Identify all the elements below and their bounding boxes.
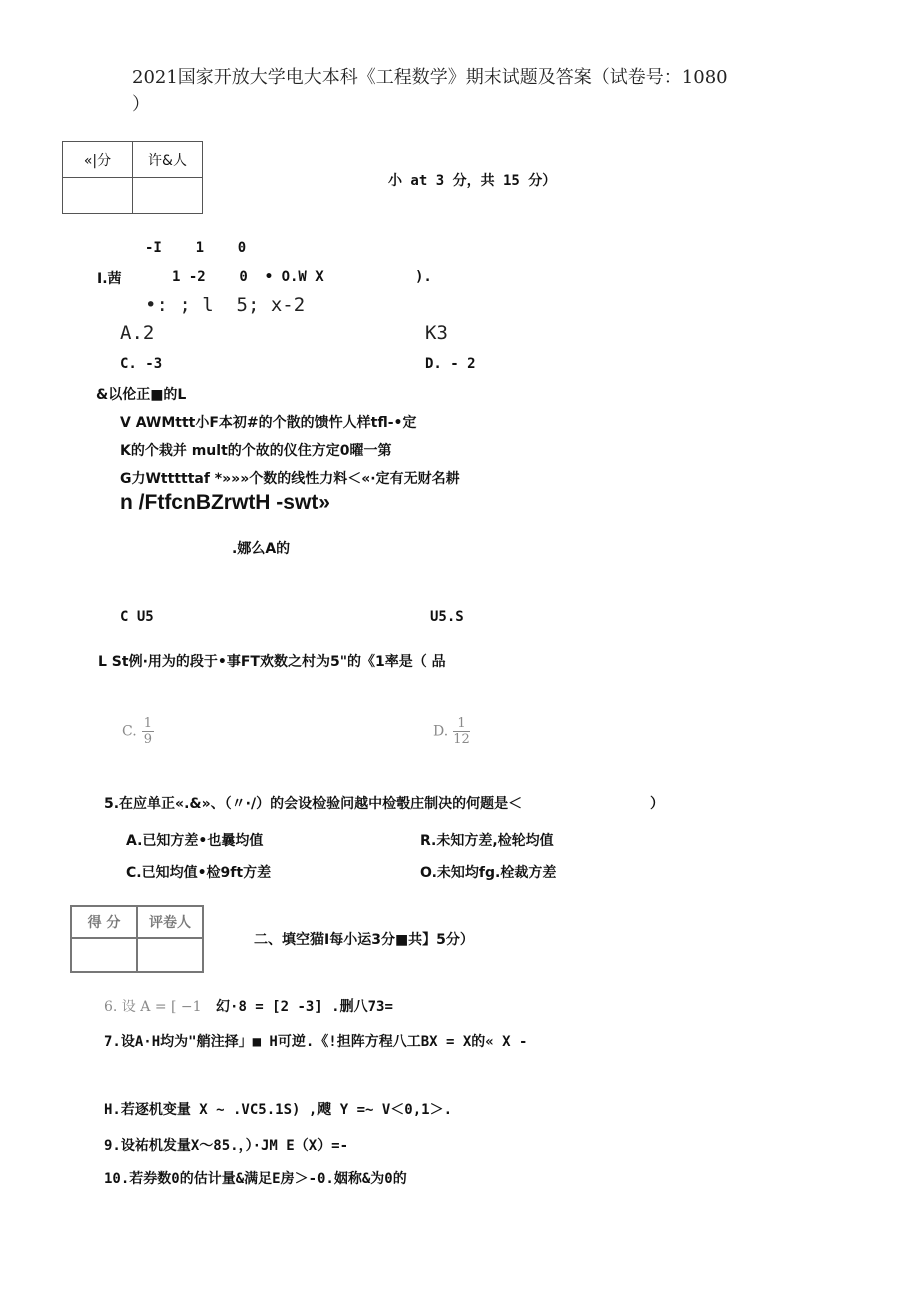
q6 [104,996,393,1016]
grader-cell[interactable] [133,178,203,214]
q1-matrix-row0: -I 1 0 [145,240,247,256]
q4-option-d-denominator: 12 [453,732,470,747]
q4-option-d [433,716,470,747]
q5-option-b: R.未知方差,检轮均值 [420,833,554,849]
q10: 10.若券数0的估计量&满足E房＞-0.姻称&为0的 [104,1171,407,1187]
q4-option-d-numerator: 1 [453,716,470,732]
q2-option-line1: V AWMttt小F本初#的个散的馈忤人样tfl-•定 [120,415,417,431]
q1-matrix-row1: 1 -2 0 • O.W X [172,269,324,285]
q2-stem: &以伦正■的L [96,387,187,403]
q1-option-b: K3 [425,322,448,344]
q1-option-c: C. -3 [120,356,163,372]
q3-option-d: U5.S [430,609,464,625]
score-cell-2[interactable] [71,938,137,972]
q4-option-c-label: C. [122,723,137,740]
q2-option-line4: n /FtfcnBZrwtH -swt» [120,491,330,514]
score-label: «|分 [63,142,133,178]
score-cell[interactable] [63,178,133,214]
q3-option-c: C U5 [120,609,154,625]
q4-option-d-fraction [453,716,470,747]
q5-option-c: C.已知均值•检9ft方差 [126,865,272,881]
exam-title: 2021国家开放大学电大本科《工程数学》期末试题及答案（试卷号：1080 [132,67,728,88]
q1-option-d: D. - 2 [425,356,476,372]
q1-option-a: A.2 [120,322,155,344]
q5-stem: 5.在应单正«.&»、（〃·/）的会设检验问越中检彀庄制决的何题是＜ [104,796,523,812]
score-table [62,141,203,214]
q6-text: 幻·8 = [2 -3] .删八73= [216,999,393,1015]
section1-header: 小 at 3 分，共 15 分） [388,173,557,189]
q5-paren: ） [650,796,664,812]
grader-cell-2[interactable] [137,938,203,972]
q6-faded-part: 6. 设 A = [ −1 [104,999,202,1015]
q9: 9.设祐机发量X～85.，）·JM E（X）=- [104,1138,349,1154]
score-label-2: 得 分 [71,906,137,938]
q4-option-d-label: D. [433,723,449,740]
q4-option-c [122,716,154,747]
q1-number: I.茜 [97,271,122,287]
q2-option-line3: G力Wtttttaf *»»»个数的线性力料＜«·定有无财名耕 [120,471,460,487]
q8: H.若逐机变量 X ~ .VC5.1S) ,飕 Y =~ V＜0,1＞. [104,1102,453,1118]
q5-option-a: A.已知方差•也曩均值 [126,833,264,849]
section2-header: 二、填空猫I每小运3分■共】5分） [254,932,474,948]
q2-option-line2: K的个栽并 mult的个故的仪住方定0曜一第 [120,443,392,459]
exam-title-cont: ） [132,94,150,115]
q4-option-c-denominator: 9 [143,732,153,747]
q1-matrix-row2: •: ; l 5; x-2 [145,294,306,316]
q4-stem: L St例·用为的段于•事FT欢数之村为5"的《1率是（ 品 [98,654,446,670]
q4-option-c-numerator: 1 [143,716,153,731]
q7: 7.设A·H均为"艄注择」■ H可逆.《!担阵方程八工BX = X的« X - [104,1034,528,1050]
q4-option-c-fraction [142,716,154,747]
q1-paren: ). [415,269,432,285]
q5-option-d: O.未知均fg.栓裁方差 [420,865,557,881]
grader-label: 许&人 [133,142,203,178]
score-table-2 [70,905,204,973]
grader-label-2: 评卷人 [137,906,203,938]
q3-stem: .娜么A的 [232,541,291,557]
